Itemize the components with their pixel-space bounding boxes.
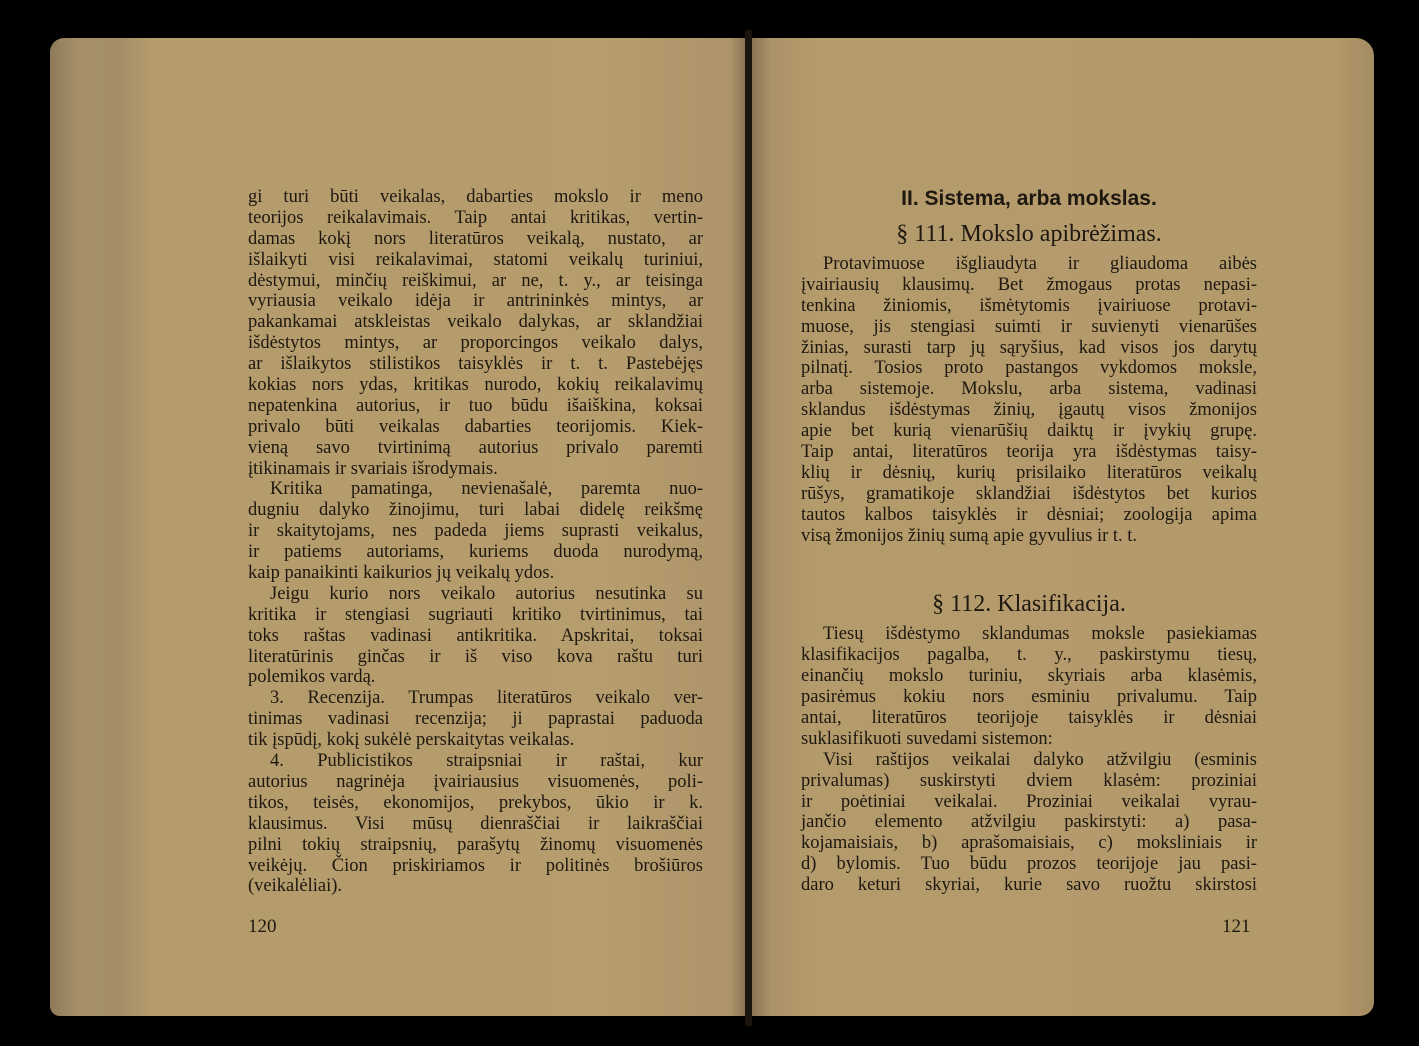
text-line: ir patiems autoriams, kuriems duoda nurodymą, [248,542,703,563]
text-line: įtikinamais ir svariais išrodymais. [248,458,498,479]
text-line: Visi raštijos veikalai dalyko atžvilgiu (esminis [823,749,1257,770]
text-line: (veikalėliai). [248,876,342,897]
text-line: gi turi būti veikalas, dabarties mokslo ir meno [248,187,703,207]
text-line: 3. Recenzija. Trumpas literatūros veikalo ver- [270,688,703,709]
text-line: arba sistemoje. Mokslu, arba sistema, vadinasi [801,379,1257,400]
text-line: damas kokį nors literatūros veikalą, nustato, ar [248,228,703,249]
text-line: rūšys, gramatikoje sklandžiai išdėstytos bet kurios [801,483,1257,504]
text-line: ir skaitytojams, nes padeda jiems suprasti veikalus, [248,521,703,542]
text-line: suklasifikuoti suvedami sistemon: [801,728,1053,749]
text-line: literatūrinis ginčas ir iš viso kova raštu turi [248,646,703,667]
text-line: dugniu dalyko žinojimu, turi labai didelę reikšmę [248,500,703,521]
text-line: autorius nagrinėja įvairiausius visuomenės, poli- [248,771,703,792]
text-line: jančio elemento atžvilgiu paskirstyti: a) pasa- [801,812,1257,833]
text-line: d) bylomis. Tuo būdu prozos teorijoje jau pasi- [801,854,1257,875]
left-page [50,38,745,1016]
text-line: tautos kalbos taisyklės ir dėsniai; zoologija apima [801,504,1257,525]
page-number-left: 120 [248,916,277,937]
text-line: antai, literatūros teorijoje taisyklės ir dėsniai [801,708,1257,729]
text-line: nepatenkina autorius, ir tuo būdu išaiškina, koksai [248,395,703,416]
text-line: muose, jis stengiasi suimti ir suvienyti vienarūšes [801,316,1257,337]
text-line: ir poėtiniai veikalai. Proziniai veikalai vyrau- [801,791,1257,812]
text-line: apie bet kurią vienarūšių daiktų ir įvykių grupę. [801,421,1257,442]
book-gutter [745,30,752,1026]
text-line: Taip antai, literatūros teorija yra išdėstymas taisy- [801,442,1257,463]
text-line: tikos, teisės, ekonomijos, prekybos, ūkio ir k. [248,792,703,813]
text-line: pilni tokių straipsnių, parašytų žinomų visuomenės [248,834,703,855]
text-line: 4. Publicistikos straipsniai ir raštai, kur [270,751,703,772]
text-line: pakankamai atskleistas veikalo dalykas, ar sklandžiai [248,312,703,333]
text-line: vieną savo tvirtinimą autorius privalo paremti [248,437,703,458]
text-line: išlaikyti visi reikalavimai, statomi veikalų turiniui, [248,249,703,270]
chapter-title: II. Sistema, arba mokslas. [901,187,1157,210]
text-line: Jeigu kurio nors veikalo autorius nesutinka su [270,583,703,604]
text-line: kritika ir stengiasi sugriauti kritiko tvirtinimus, tai [248,604,703,625]
text-line: einančių mokslo turiniu, skyriais arba klasėmis, [801,666,1257,687]
text-line: dėstymui, minčių reiškimui, ar ne, t. y., ar teisinga [248,270,703,291]
text-line: teorijos reikalavimais. Taip antai kritikas, vertin- [248,207,703,228]
text-line: Protavimuose išgliaudyta ir gliaudoma aibės [823,254,1257,274]
text-line: privalo būti veikalas dabarties teorijomis. Kiek- [248,416,703,437]
text-line: įvairiausių klausimų. Bet žmogaus protas nepasi- [801,274,1257,295]
text-line: išdėstytos mintys, ar proporcingos veikalo dalys, [248,333,703,354]
text-line: Kritika pamatinga, nevienašalė, paremta nuo- [270,479,703,500]
text-line: tenkina žiniomis, išmėtytomis įvairiuose protavi- [801,295,1257,316]
left-page-text [248,187,703,897]
text-line: kaip panaikinti kaikurios jų veikalų ydos. [248,563,555,584]
text-line: tik įspūdį, kokį sukėlė perskaitytas veikalas. [248,730,575,751]
section-title: § 111. Mokslo apibrėžimas. [896,221,1162,247]
text-line: vyriausia veikalo idėja ir antrininkės mintys, ar [248,291,703,312]
text-line: daro keturi skyriai, kurie savo ruožtu skirstosi [801,875,1257,896]
text-line: veikėjų. Čion priskiriamos ir politinės brošiūros [248,855,703,876]
text-line: pasirėmus kokiu nors esminiu privalumu. Taip [801,687,1257,708]
text-line: ar išlaikytos stilistikos taisyklės ir t. t. Pastebėjęs [248,354,703,375]
text-line: klių ir dėsnių, kurių prisilaiko literatūros veikalų [801,462,1257,483]
text-line: privalumas) suskirstyti dviem klasėm: proziniai [801,770,1257,791]
right-page-text [801,184,1257,896]
text-line: pilnatį. Tosios proto pastangos vykdomos moksle, [801,358,1257,379]
page-number-right: 121 [1222,916,1251,937]
text-line: sklandus išdėstymas žinių, įgautų visos žmonijos [801,400,1257,421]
text-line: kojamaisiais, b) aprašomaisiais, c) moksliniais ir [801,833,1257,854]
section-title: § 112. Klasifikacija. [932,591,1126,618]
text-line: Tiesų išdėstymo sklandumas moksle pasiekiamas [823,624,1257,645]
right-page [752,38,1374,1016]
text-line: toks raštas vadinasi antikritika. Apskritai, toksai [248,625,703,646]
text-line: visą žmonijos žinių sumą apie gyvulius ir t. t. [801,525,1138,546]
text-line: klasifikacijos pagalba, t. y., paskirstymu tiesų, [801,645,1257,666]
text-line: tinimas vadinasi recenzija; ji paprastai paduoda [248,709,703,730]
text-line: kokias nors ydas, kritikas nurodo, kokių reikalavimų [248,375,703,396]
text-line: klausimus. Visi mūsų dienraščiai ir laikraščiai [248,813,703,834]
text-line: polemikos vardą. [248,667,376,688]
text-line: žinias, surasti tarp jų sąryšius, kad visos jos darytų [801,337,1257,358]
